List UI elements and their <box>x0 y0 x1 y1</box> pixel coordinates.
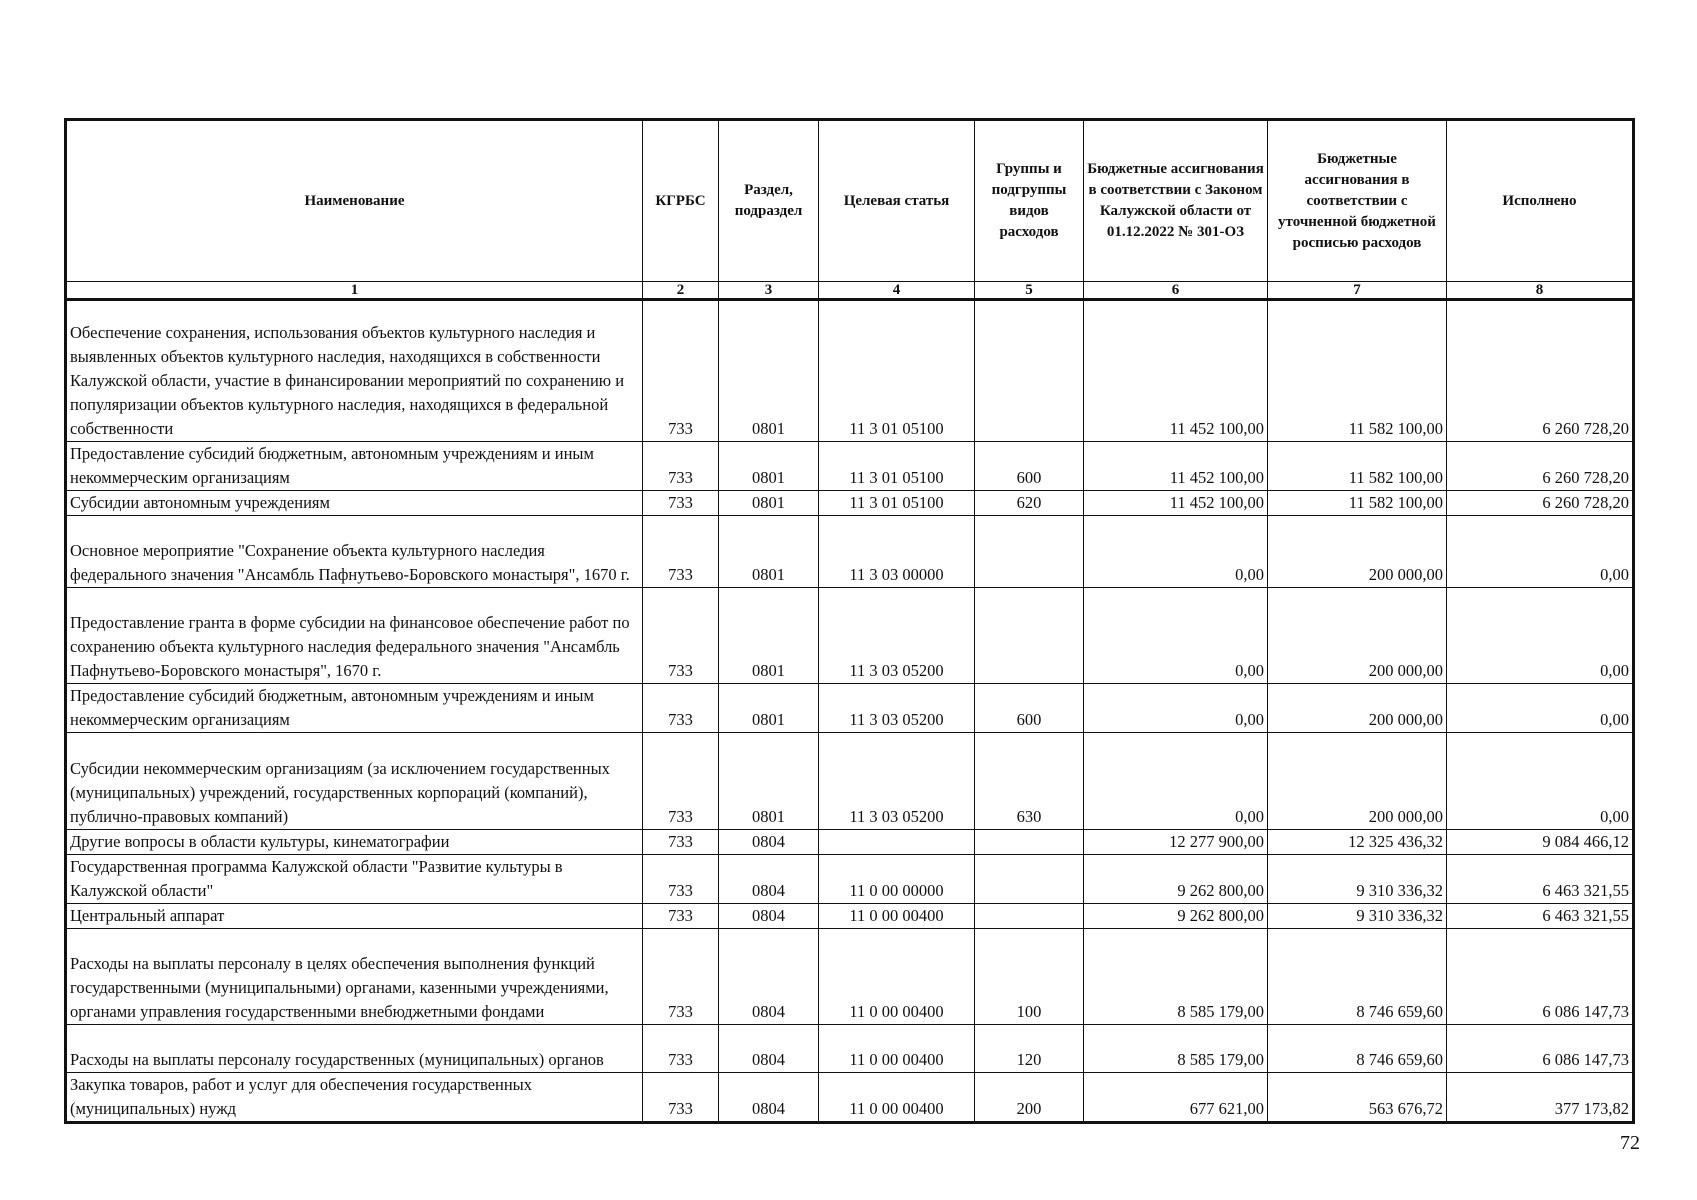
cell-kgrbs: 733 <box>643 1073 719 1123</box>
cell-celevaya: 11 0 00 00000 <box>819 855 975 904</box>
column-number-row <box>66 282 1634 300</box>
cell-zakon: 11 452 100,00 <box>1084 300 1268 442</box>
cell-kgrbs: 733 <box>643 830 719 855</box>
cell-name: Государственная программа Калужской области "Развитие культуры в Калужской области" <box>66 855 643 904</box>
cell-gruppa <box>975 300 1084 442</box>
cell-gruppa: 600 <box>975 684 1084 733</box>
cell-name: Основное мероприятие "Сохранение объекта культурного наследия федерального значения "Ансамбль Пафнутьево-Боровского монастыря", 1670 г. <box>66 516 643 588</box>
cell-kgrbs: 733 <box>643 929 719 1025</box>
cell-razdel: 0801 <box>719 442 819 491</box>
cell-rospis: 200 000,00 <box>1268 684 1447 733</box>
cell-razdel: 0804 <box>719 830 819 855</box>
column-number: 7 <box>1268 282 1447 300</box>
cell-rospis: 8 746 659,60 <box>1268 1025 1447 1073</box>
cell-kgrbs: 733 <box>643 516 719 588</box>
cell-gruppa <box>975 904 1084 929</box>
table-row <box>66 491 1634 516</box>
cell-celevaya <box>819 830 975 855</box>
table-row <box>66 300 1634 442</box>
cell-gruppa: 620 <box>975 491 1084 516</box>
cell-kgrbs: 733 <box>643 904 719 929</box>
column-number: 6 <box>1084 282 1268 300</box>
cell-zakon: 9 262 800,00 <box>1084 855 1268 904</box>
column-number: 8 <box>1447 282 1634 300</box>
cell-celevaya: 11 0 00 00400 <box>819 904 975 929</box>
cell-ispolneno: 6 086 147,73 <box>1447 1025 1634 1073</box>
cell-rospis: 200 000,00 <box>1268 733 1447 830</box>
cell-celevaya: 11 0 00 00400 <box>819 1025 975 1073</box>
column-number: 2 <box>643 282 719 300</box>
table-row <box>66 684 1634 733</box>
cell-name: Обеспечение сохранения, использования объектов культурного наследия и выявленных объектов культурного наследия, находящихся в собственности Калужской области, участие в финансировании мероприятий по сохранению и популяризации объектов культурного наследия, находящихся в федеральной собственности <box>66 300 643 442</box>
cell-gruppa: 600 <box>975 442 1084 491</box>
table-row <box>66 830 1634 855</box>
header-cell: Наименование <box>66 120 643 282</box>
header-cell: Целевая статья <box>819 120 975 282</box>
cell-razdel: 0801 <box>719 300 819 442</box>
cell-name: Закупка товаров, работ и услуг для обеспечения государственных (муниципальных) нужд <box>66 1073 643 1123</box>
cell-ispolneno: 0,00 <box>1447 588 1634 684</box>
table-row <box>66 442 1634 491</box>
cell-kgrbs: 733 <box>643 588 719 684</box>
cell-razdel: 0804 <box>719 1025 819 1073</box>
column-number: 5 <box>975 282 1084 300</box>
cell-rospis: 12 325 436,32 <box>1268 830 1447 855</box>
cell-ispolneno: 0,00 <box>1447 684 1634 733</box>
cell-razdel: 0801 <box>719 684 819 733</box>
cell-razdel: 0801 <box>719 491 819 516</box>
cell-name: Расходы на выплаты персоналу в целях обеспечения выполнения функций государственными (муниципальными) органами, казенными учреждениями, органами управления государственными внебюджетными фондами <box>66 929 643 1025</box>
column-number: 3 <box>719 282 819 300</box>
cell-zakon: 8 585 179,00 <box>1084 929 1268 1025</box>
header-cell: Бюджетные ассигнования в соответствии с Законом Калужской области от 01.12.2022 № 301-ОЗ <box>1084 120 1268 282</box>
cell-celevaya: 11 0 00 00400 <box>819 1073 975 1123</box>
cell-gruppa: 100 <box>975 929 1084 1025</box>
cell-ispolneno: 6 260 728,20 <box>1447 491 1634 516</box>
cell-ispolneno: 6 260 728,20 <box>1447 300 1634 442</box>
cell-name: Субсидии автономным учреждениям <box>66 491 643 516</box>
cell-rospis: 200 000,00 <box>1268 588 1447 684</box>
cell-rospis: 9 310 336,32 <box>1268 855 1447 904</box>
cell-razdel: 0801 <box>719 588 819 684</box>
cell-zakon: 0,00 <box>1084 733 1268 830</box>
cell-gruppa <box>975 516 1084 588</box>
cell-razdel: 0804 <box>719 929 819 1025</box>
cell-rospis: 8 746 659,60 <box>1268 929 1447 1025</box>
page-number: 72 <box>1620 1132 1640 1154</box>
cell-razdel: 0801 <box>719 516 819 588</box>
cell-zakon: 8 585 179,00 <box>1084 1025 1268 1073</box>
table-row <box>66 855 1634 904</box>
cell-gruppa <box>975 855 1084 904</box>
cell-kgrbs: 733 <box>643 300 719 442</box>
cell-gruppa <box>975 588 1084 684</box>
header-cell: Раздел, подраздел <box>719 120 819 282</box>
header-cell: Бюджетные ассигнования в соответствии с уточненной бюджетной росписью расходов <box>1268 120 1447 282</box>
cell-kgrbs: 733 <box>643 1025 719 1073</box>
header-cell: Группы и подгруппы видов расходов <box>975 120 1084 282</box>
cell-rospis: 11 582 100,00 <box>1268 442 1447 491</box>
cell-rospis: 563 676,72 <box>1268 1073 1447 1123</box>
cell-rospis: 9 310 336,32 <box>1268 904 1447 929</box>
table-row <box>66 733 1634 830</box>
cell-name: Центральный аппарат <box>66 904 643 929</box>
cell-ispolneno: 0,00 <box>1447 733 1634 830</box>
cell-zakon: 11 452 100,00 <box>1084 491 1268 516</box>
cell-celevaya: 11 3 01 05100 <box>819 442 975 491</box>
cell-kgrbs: 733 <box>643 855 719 904</box>
cell-celevaya: 11 3 01 05100 <box>819 491 975 516</box>
cell-rospis: 11 582 100,00 <box>1268 300 1447 442</box>
cell-name: Расходы на выплаты персоналу государственных (муниципальных) органов <box>66 1025 643 1073</box>
cell-ispolneno: 6 463 321,55 <box>1447 855 1634 904</box>
cell-kgrbs: 733 <box>643 491 719 516</box>
cell-ispolneno: 6 463 321,55 <box>1447 904 1634 929</box>
cell-celevaya: 11 3 03 05200 <box>819 684 975 733</box>
table-row <box>66 516 1634 588</box>
cell-kgrbs: 733 <box>643 442 719 491</box>
column-number: 1 <box>66 282 643 300</box>
cell-razdel: 0801 <box>719 733 819 830</box>
header-row <box>66 120 1634 282</box>
cell-zakon: 677 621,00 <box>1084 1073 1268 1123</box>
cell-name: Предоставление субсидий бюджетным, автономным учреждениям и иным некоммерческим организациям <box>66 442 643 491</box>
cell-zakon: 0,00 <box>1084 516 1268 588</box>
column-number: 4 <box>819 282 975 300</box>
cell-celevaya: 11 3 01 05100 <box>819 300 975 442</box>
cell-celevaya: 11 0 00 00400 <box>819 929 975 1025</box>
table-row <box>66 1073 1634 1123</box>
cell-zakon: 9 262 800,00 <box>1084 904 1268 929</box>
cell-gruppa: 200 <box>975 1073 1084 1123</box>
table-row <box>66 588 1634 684</box>
table-row <box>66 1025 1634 1073</box>
cell-celevaya: 11 3 03 00000 <box>819 516 975 588</box>
cell-ispolneno: 377 173,82 <box>1447 1073 1634 1123</box>
cell-zakon: 0,00 <box>1084 588 1268 684</box>
cell-kgrbs: 733 <box>643 684 719 733</box>
cell-gruppa <box>975 830 1084 855</box>
cell-celevaya: 11 3 03 05200 <box>819 588 975 684</box>
cell-zakon: 12 277 900,00 <box>1084 830 1268 855</box>
cell-celevaya: 11 3 03 05200 <box>819 733 975 830</box>
cell-ispolneno: 6 086 147,73 <box>1447 929 1634 1025</box>
cell-rospis: 11 582 100,00 <box>1268 491 1447 516</box>
cell-razdel: 0804 <box>719 904 819 929</box>
cell-razdel: 0804 <box>719 855 819 904</box>
budget-table <box>64 118 1635 1124</box>
header-cell: Исполнено <box>1447 120 1634 282</box>
cell-ispolneno: 6 260 728,20 <box>1447 442 1634 491</box>
cell-razdel: 0804 <box>719 1073 819 1123</box>
cell-name: Субсидии некоммерческим организациям (за исключением государственных (муниципальных) учреждений, государственных корпораций (компаний), публично-правовых компаний) <box>66 733 643 830</box>
cell-ispolneno: 0,00 <box>1447 516 1634 588</box>
table-row <box>66 929 1634 1025</box>
cell-rospis: 200 000,00 <box>1268 516 1447 588</box>
cell-name: Предоставление субсидий бюджетным, автономным учреждениям и иным некоммерческим организациям <box>66 684 643 733</box>
cell-gruppa: 630 <box>975 733 1084 830</box>
cell-name: Другие вопросы в области культуры, кинематографии <box>66 830 643 855</box>
cell-ispolneno: 9 084 466,12 <box>1447 830 1634 855</box>
cell-zakon: 11 452 100,00 <box>1084 442 1268 491</box>
cell-kgrbs: 733 <box>643 733 719 830</box>
cell-zakon: 0,00 <box>1084 684 1268 733</box>
cell-name: Предоставление гранта в форме субсидии на финансовое обеспечение работ по сохранению объекта культурного наследия федерального значения "Ансамбль Пафнутьево-Боровского монастыря", 1670 г. <box>66 588 643 684</box>
table-row <box>66 904 1634 929</box>
cell-gruppa: 120 <box>975 1025 1084 1073</box>
header-cell: КГРБС <box>643 120 719 282</box>
